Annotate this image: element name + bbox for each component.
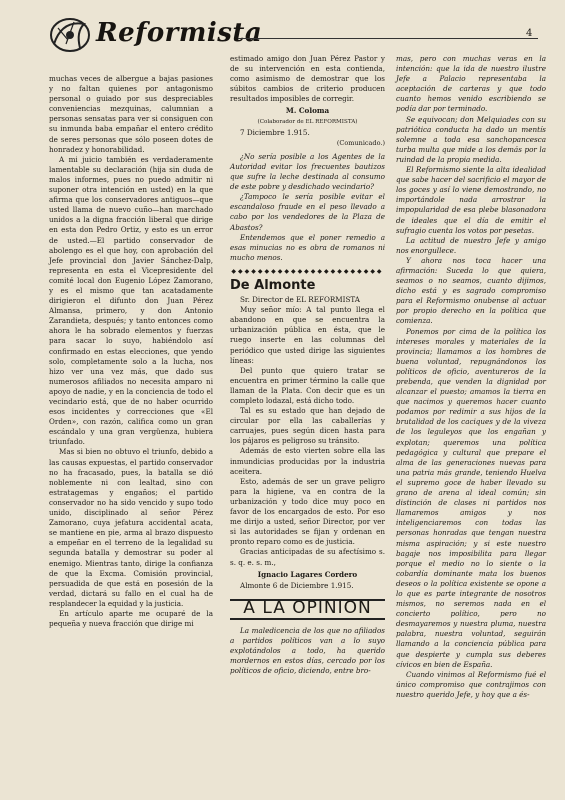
col2-paragraph: estimado amigo don Juan Pérez Pastor y de su intervención en esta contienda, como asimismo de demostrar que los súbitos cambios de criterio producen resultados imposibles de corregir. <box>230 54 385 104</box>
masthead <box>48 14 548 54</box>
col3-paragraph: Y ahora nos toca hacer una afirmación: Suceda lo que quiera, seamos o no seamos, cuanto dijimos, dicho está y es sagrado compromiso para el Reformismo onubense al actuar por propio derecho en la política que comienza. <box>396 255 546 326</box>
question-paragraph: ¿No sería posible a los Agentes de la Autoridad evitar los frecuentes bautizos que sufre la leche destinada al consumo de este pobre y desdichado vecindario? <box>230 151 385 192</box>
col3-paragraph: mas, pero con muchas veras en la intención: que la ida de nuestro ilustre Jefe a Palacio representaba la aceptación de carteras y que todo cuanto hemos venido escribiendo se podía dar por terminado. <box>396 54 546 114</box>
almonte-date: Almonte 6 de Diciembre 1.915. <box>240 580 354 590</box>
col1-paragraph: Mas si bien no obtuvo el triunfo, debido a las causas expuestas, el partido conservador no ha fracasado, pues, la batalla se dió noblemente ni con lealtad, sino con estratagemas y engaños; el partido conservador no ha sido vencido y supo todo unido, disciplinado al señor Pérez Zamorano, cuya jefatura accidental acata, se mantiene en pie, arma al brazo dispuesto a empeñar en el terreno de la legalidad su segunda batalla y demostrar su poder al enemigo. Mientras tanto, dirige la confianza de que la Excma. Comisión provincial, persuadida de que está en posesión de la verdad, dictará su fallo en el cual ha de resplandecer la equidad y la justicia. <box>49 447 213 608</box>
masthead-rule <box>238 38 538 39</box>
masthead-ornament-icon <box>48 14 98 54</box>
column-3 <box>396 54 546 700</box>
almonte-signature: Ignacio Lagares Cordero <box>257 569 358 579</box>
opinion-header <box>230 599 385 620</box>
almonte-paragraph: Además de esto vierten sobre ella las inmundicias producidas por la industria aceitera. <box>230 446 385 476</box>
signature-role: (Colaborador de EL REFORMISTA) <box>257 118 358 125</box>
almonte-paragraph: Muy señor mío: A tal punto llega el abandono en que se encuentra la urbanización pública en ésta, que le ruego inserte en las columnas del periódico que usted dirige las siguientes líneas: <box>230 305 385 365</box>
masthead-title: Reformista <box>96 18 263 48</box>
col3-paragraph: La actitud de nuestro Jefe y amigo nos enorgullece. <box>396 235 546 255</box>
col3-paragraph: Se equivocan; don Melquiades con su patriótica conducta ha dado un mentís solemne a toda esa sanchopancesca turba multa que mide a los demás por la ruindad de la propia medida. <box>396 114 546 164</box>
section-divider: ◆◆◆◆◆◆◆◆◆◆◆◆◆◆◆◆◆◆◆◆◆◆◆ <box>231 267 384 275</box>
opinion-title: A LA OPINION <box>243 597 372 618</box>
opinion-paragraph: La maledicencia de los que no afiliados a partidos políticos van a lo suyo explotándolos a todo, ha querido mordernos en estos días, cercado por los políticos de oficio, diciendo, entre bro- <box>230 625 385 676</box>
column-1 <box>49 74 213 629</box>
col1-paragraph: A mi juicio también es verdaderamente lamentable su declaración (hija sin duda de malos informes, pues no puedo admitir ni suponer otra intención en usted) en la que afirma que los conservadores antiguos—que usted llama de nuevo cuño—han marchado unidos a la digna fracción liberal que dirige en esta don Pedro Ortiz, y esto es un error de usted.—El partido conservador de abolengo es el que hoy, con aprobación del Jefe provincial don Javier Sánchez-Dalp, representa en esta el Vicepresidente del comité local don Eugenio López Zamorano, y es el mismo que tan acatadamente dirigieron el difunto don Juan Pérez Almansa, primero, y don Antonio Zarandieta, después; y tanto entonces como ahora le ha sobrado elementos y fuerzas para sacar lo suyo, habiéndolo así confirmado en estas elecciones, que yendo solo, completamente solo a la lucha, nos hizo ver una vez más, que dado sus numerosos afiliados no necesita amparo ni apoyo de nadie, y en la conciencia de todo el vecindario está, que de no haber ocurrido esos incidentes y correcciones que «El Orden», con razón, califica como un gran escándalo y una gran vergüenza, hubiera triunfado. <box>49 154 213 447</box>
almonte-paragraph: Gracias anticipadas de su afectísimo s. s. q. e. s. m., <box>230 547 385 567</box>
column-2 <box>230 54 385 676</box>
col3-paragraph: El Reformismo siente la alta idealidad que sabe hacer del sacrificio el mayor de los goces y así lo viene demostrando, no importándole nada arrostrar la impopularidad de esa plebe blasonadora de ideales que el día de emitir el sufragio cuenta los votos por pesetas. <box>396 165 546 235</box>
signature-name: M. Coloma <box>285 106 330 116</box>
col3-paragraph: Cuando vinimos al Reformismo fué el único compromiso que contrajimos con nuestro querido Jefe, y hoy que a és- <box>396 669 546 699</box>
page-number: 4 <box>526 28 533 39</box>
col1-paragraph: En artículo aparte me ocuparé de la pequeña y nueva fracción que dirige mi <box>49 608 213 629</box>
question-paragraph: ¿Tampoco le sería posible evitar el escandaloso fraude en el peso llevado a cabo por los vendedores de la Plaza de Abastos? <box>230 192 385 232</box>
question-paragraph: Entendemos que el poner remedio a esas minucias no es obra de romanos ni mucho menos. <box>230 232 385 262</box>
almonte-title: De Almonte <box>230 277 316 293</box>
almonte-paragraph: Esto, además de ser un grave peligro para la higiene, va en contra de la urbanización y todo dice muy poco en favor de los encargados de esto. Por eso me dirijo a usted, señor Director, por ver si las autoridades se fijan y ordenan en pronto reparo como es de justicia. <box>230 476 385 547</box>
almonte-salutation: Sr. Director de EL REFORMISTA <box>240 295 360 305</box>
almonte-paragraph: Del punto que quiero tratar se encuentra en primer término la calle que llaman de la Plata. Con decir que es un completo lodazal, está dicho todo. <box>230 365 385 405</box>
col1-paragraph: muchas veces de albergue a bajas pasiones y no faltan quienes por antagonismo personal o guiado por sus despreciables conveniencias mezquinas, calumnian a personas sensatas para ver si consiguen con su inmunda baba empañar el entero crédito de seres personas que sólo poseen dotes de honradez y honorabilidad. <box>49 74 213 154</box>
almonte-paragraph: Tal es su estado que han dejado de circular por ella las caballerías y carruajes, pues según dicen hasta para los pájaros es peligroso su tránsito. <box>230 406 385 446</box>
signature-date: 7 Diciembre 1.915. <box>240 127 310 137</box>
communicated-note: (Comunicado.) <box>336 138 385 147</box>
col3-paragraph: Ponemos por cima de la política los intereses morales y materiales de la provincia; llamamos a los hombres de buena voluntad, repugnándonos los políticos de oficio, aventureros de la prebenda, que venden la dignidad por alcanzar el puesto; amamos la tierra en que nacimos y queremos hacer cuanto podamos por redimir a sus hijos de la brutalidad de los caciques y de la viveza de los leguleyos que los engañan y explotan; queremos una política pedagógica y cultural que prepare el alma de las generaciones nuevas para una patria más grande, teniendo Huelva el supremo goce de haber llevado su grano de arena al ideal común; sin distinción de clases ni partidos nos llamaremos amigos y nos inteligenciaremos con todas las personas honradas que tengan nuestra misma aspiración; y si este nuestro bagaje nos imposibilita para llegar porque el medio no lo siente o la cobardía dominante mata los buenos deseos o la política existente se opone a lo que es parte integrante de nosotros mismos, no seremos nada en el concierto político, pero no desmayaremos y nuestra pluma, nuestra palabra, nuestra voluntad, seguirán llamando a la conciencia pública para que despierte y cumpla sus deberes cívicos en bien de España. <box>396 326 546 669</box>
